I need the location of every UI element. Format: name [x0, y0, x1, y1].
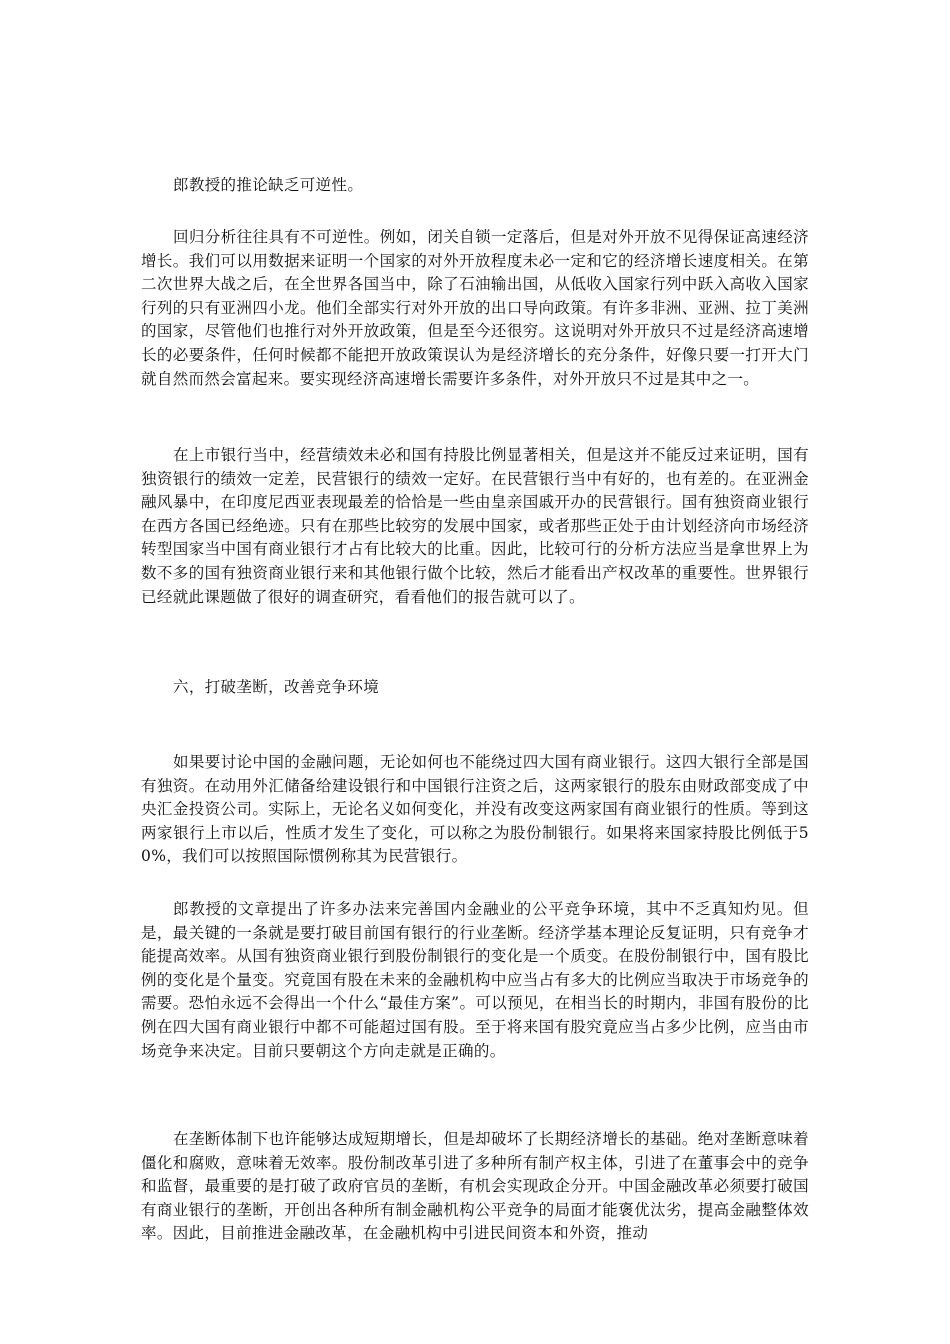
paragraph-5: 郎教授的文章提出了许多办法来完善国内金融业的公平竞争环境，其中不乏真知灼见。但是，最关键的一条就是要打破目前国有银行的行业垄断。经济学基本理论反复证明，只有竞争才能提高效率。从国有独资商业银行到股份制银行的变化是一个质变。在股份制银行中，国有股比例的变化是个量变。究竟国有股在未来的金融机构中应当占有多大的比例应当取决于市场竞争的需要。恐怕永远不会得出一个什么“最佳方案”。可以预见，在相当长的时期内，非国有股份的比例在四大国有商业银行中都不可能超过国有股。至于将来国有股究竟应当占多少比例，应当由市场竞争来决定。目前只要朝这个方向走就是正确的。: [141, 900, 809, 1060]
section-heading: 六，打破垄断，改善竞争环境: [173, 678, 380, 696]
paragraph-2: 回归分析往往具有不可逆性。例如，闭关自锁一定落后，但是对外开放不见得保证高速经济增长。我们可以用数据来证明一个国家的对外开放程度未必一定和它的经济增长速度相关。在第二次世界大战之后，在全世界各国当中，除了石油输出国，从低收入国家行列中跃入高收入国家行列的只有亚洲四小龙。他们全部实行对外开放的出口导向政策。有许多非洲、亚洲、拉丁美洲的国家，尽管他们也推行对外开放政策，但是至今还很穷。这说明对外开放只不过是经济高速增长的必要条件，任何时候都不能把开放政策误认为是经济增长的充分条件，好像只要一打开大门就自然而然会富起来。要实现经济高速增长需要许多条件，对外开放只不过是其中之一。: [141, 228, 809, 388]
paragraph-3: 在上市银行当中，经营绩效未必和国有持股比例显著相关，但是这并不能反过来证明，国有独资银行的绩效一定差，民营银行的绩效一定好。在民营银行当中有好的，也有差的。在亚洲金融风暴中，在印度尼西亚表现最差的恰恰是一些由皇亲国戚开办的民营银行。国有独资商业银行在西方各国已经绝迹。只有在那些比较穷的发展中国家，或者那些正处于由计划经济向市场经济转型国家当中国有商业银行才占有比较大的比重。因此，比较可行的分析方法应当是拿世界上为数不多的国有独资商业银行来和其他银行做个比较，然后才能看出产权改革的重要性。世界银行已经就此课题做了很好的调查研究，看看他们的报告就可以了。: [141, 446, 809, 606]
paragraph-4: 如果要讨论中国的金融问题，无论如何也不能绕过四大国有商业银行。这四大银行全部是国有独资。在动用外汇储备给建设银行和中国银行注资之后，这两家银行的股东由财政部变成了中央汇金投资公司。实际上，无论名义如何变化，并没有改变这两家国有商业银行的性质。等到这两家银行上市以后，性质才发生了变化，可以称之为股份制银行。如果将来国家持股比例低于50%，我们可以按照国际惯例称其为民营银行。: [141, 753, 809, 866]
paragraph-1: 郎教授的推论缺乏可逆性。: [173, 176, 364, 194]
paragraph-6: 在垄断体制下也许能够达成短期增长，但是却破坏了长期经济增长的基础。绝对垄断意味着僵化和腐败，意味着无效率。股份制改革引进了多种所有制产权主体，引进了在董事会中的竞争和监督，最重要的是打破了政府官员的垄断，有机会实现政企分开。中国金融改革必须要打破国有商业银行的垄断，开创出各种所有制金融机构公平竞争的局面才能褒优汰劣，提高金融整体效率。因此，目前推进金融改革，在金融机构中引进民间资本和外资，推动: [141, 1130, 809, 1243]
